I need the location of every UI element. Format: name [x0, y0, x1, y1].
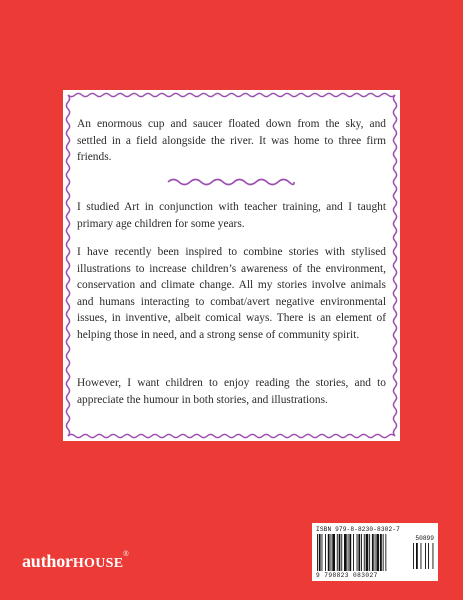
barcode-bar	[364, 534, 365, 571]
barcode-bar	[322, 534, 323, 571]
barcode-bar	[348, 534, 349, 571]
barcode-bar	[369, 534, 370, 571]
barcode-bar	[353, 534, 354, 571]
isbn-text: ISBN 979-8-8230-8302-7	[316, 526, 400, 533]
barcode-bar	[331, 534, 332, 571]
barcode-bar	[349, 534, 351, 571]
barcode-bar	[375, 534, 376, 571]
barcode-bar	[358, 534, 360, 571]
barcode-bar	[385, 534, 386, 571]
wavy-divider	[166, 176, 296, 188]
wavy-border-edge	[66, 95, 69, 436]
barcode-bar	[339, 534, 341, 571]
barcode-bar	[361, 534, 362, 571]
barcode-bar	[380, 534, 382, 571]
barcode-bar	[325, 534, 326, 571]
isbn-barcode	[312, 523, 438, 581]
barcode-bar	[344, 534, 347, 571]
barcode-bar	[317, 534, 318, 571]
barcode-addon-bar	[428, 543, 429, 569]
wavy-border-edge	[393, 95, 396, 436]
barcode-addon-number: 50899	[415, 535, 434, 542]
author-bio-paragraph: I have recently been inspired to combine stories with stylised illustrations to increase children’s awareness of the environment, conservation and climate change. All my stories involve animals and humans interacting to combat/avert negative environmental issues, in inventive, albeit comical ways. There is an element of helping those in need, and a strong sense of community spirit.	[77, 246, 386, 341]
barcode-bar	[357, 534, 358, 571]
barcode-bar	[337, 534, 338, 571]
barcode-bar	[366, 534, 369, 571]
barcode-addon-bar	[425, 543, 426, 569]
wavy-border-edge	[68, 434, 395, 437]
barcode-bar	[332, 534, 335, 571]
barcode-bar	[319, 534, 321, 571]
author-bio-paragraph: I studied Art in conjunction with teacher training, and I taught primary age children for some years.	[77, 201, 386, 230]
barcode-addon-bar	[416, 543, 418, 569]
publisher-logo: authorHOUSE®	[22, 551, 129, 571]
barcode-bar	[376, 534, 379, 571]
text-panel	[63, 90, 400, 441]
barcode-bar	[328, 534, 330, 571]
barcode-bar	[341, 534, 342, 571]
story-blurb: An enormous cup and saucer floated down from the sky, and settled in a field alongside the river. It was home to three firm friends.	[77, 118, 386, 164]
barcode-bar	[372, 534, 374, 571]
barcode-addon-bar	[413, 543, 414, 569]
barcode-addon-bar	[421, 543, 422, 569]
barcode-bar	[383, 534, 384, 571]
author-bio-paragraph: However, I want children to enjoy reading the stories, and to appreciate the humour in both stories, and illustrations.	[77, 377, 386, 406]
barcode-digits: 9 798823 083027	[316, 572, 378, 579]
barcode-addon-bar	[433, 543, 434, 569]
wavy-border-edge	[68, 93, 395, 96]
